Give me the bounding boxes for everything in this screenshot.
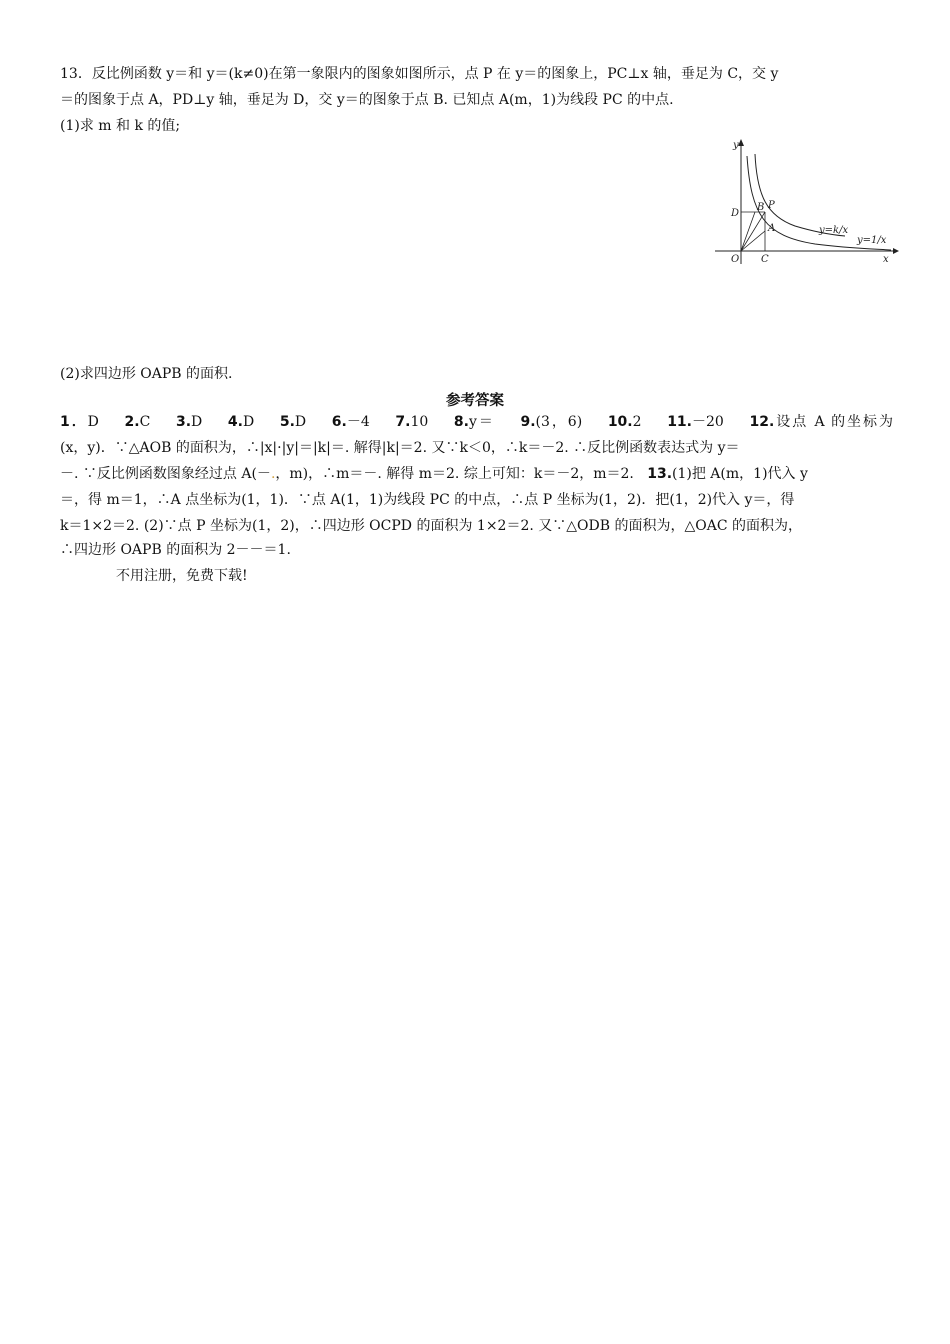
label-y-axis: y [733,140,739,151]
label-C: C [761,254,769,265]
question-1: (1)求 m 和 k 的值; [60,118,181,134]
label-A: A [768,223,776,234]
label-x-axis: x [883,254,889,265]
answers-line-5: k＝1×2＝2. (2)∵点 P 坐标为(1，2)，∴四边形 OCPD 的面积为 1×2＝2. 又∵△ODB 的面积为，△OAC 的面积为， [60,518,802,534]
answers-line-3: －. ∵反比例函数图象经过点 A(－.，m)，∴m＝－. 解得 m＝2. 综上可知：k＝－2，m＝2. 13.(1)把 A(m，1)代入 y [60,466,808,482]
y-axis-arrow [738,139,744,146]
hyperbola-figure [705,136,900,266]
label-curve-1: y=1/x [857,235,887,246]
problem-line-2: ＝的图象于点 A，PD⊥y 轴，垂足为 D，交 y＝的图象于点 B. 已知点 A(m，1)为线段 PC 的中点. [60,92,674,108]
answers-line-2: (x，y)．∵△AOB 的面积为，∴|x|·|y|＝|k|＝. 解得|k|＝2. 又∵k＜0，∴k＝－2. ∴反比例函数表达式为 y＝ [60,440,740,456]
label-O: O [731,254,740,265]
x-axis-arrow [893,248,899,254]
answers-heading: 参考答案 [446,393,504,409]
answers-line-1: 1．D 2.C 3.D 4.D 5.D 6.－4 7.10 8.y＝ 9.(3，6) 10.2 11.－20 12.设点 A 的坐标为 [60,414,893,430]
answers-line-6: ∴四边形 OAPB 的面积为 2－－＝1. [60,542,291,558]
footer-note: 不用注册，免费下载! [116,568,248,584]
problem-line-1: 13．反比例函数 y＝和 y＝(k≠0)在第一象限内的图象如图所示，点 P 在 y＝的图象上，PC⊥x 轴，垂足为 C，交 y [60,66,779,82]
question-2: (2)求四边形 OAPB 的面积. [60,366,233,382]
answers-line-4: ＝，得 m＝1，∴A 点坐标为(1，1)．∵点 A(1，1)为线段 PC 的中点，∴点 P 坐标为(1，2)．把(1，2)代入 y＝，得 [60,492,795,508]
label-P: P [768,200,775,211]
label-D: D [731,208,740,219]
label-curve-k: y=k/x [819,225,849,236]
label-B: B [757,202,765,213]
